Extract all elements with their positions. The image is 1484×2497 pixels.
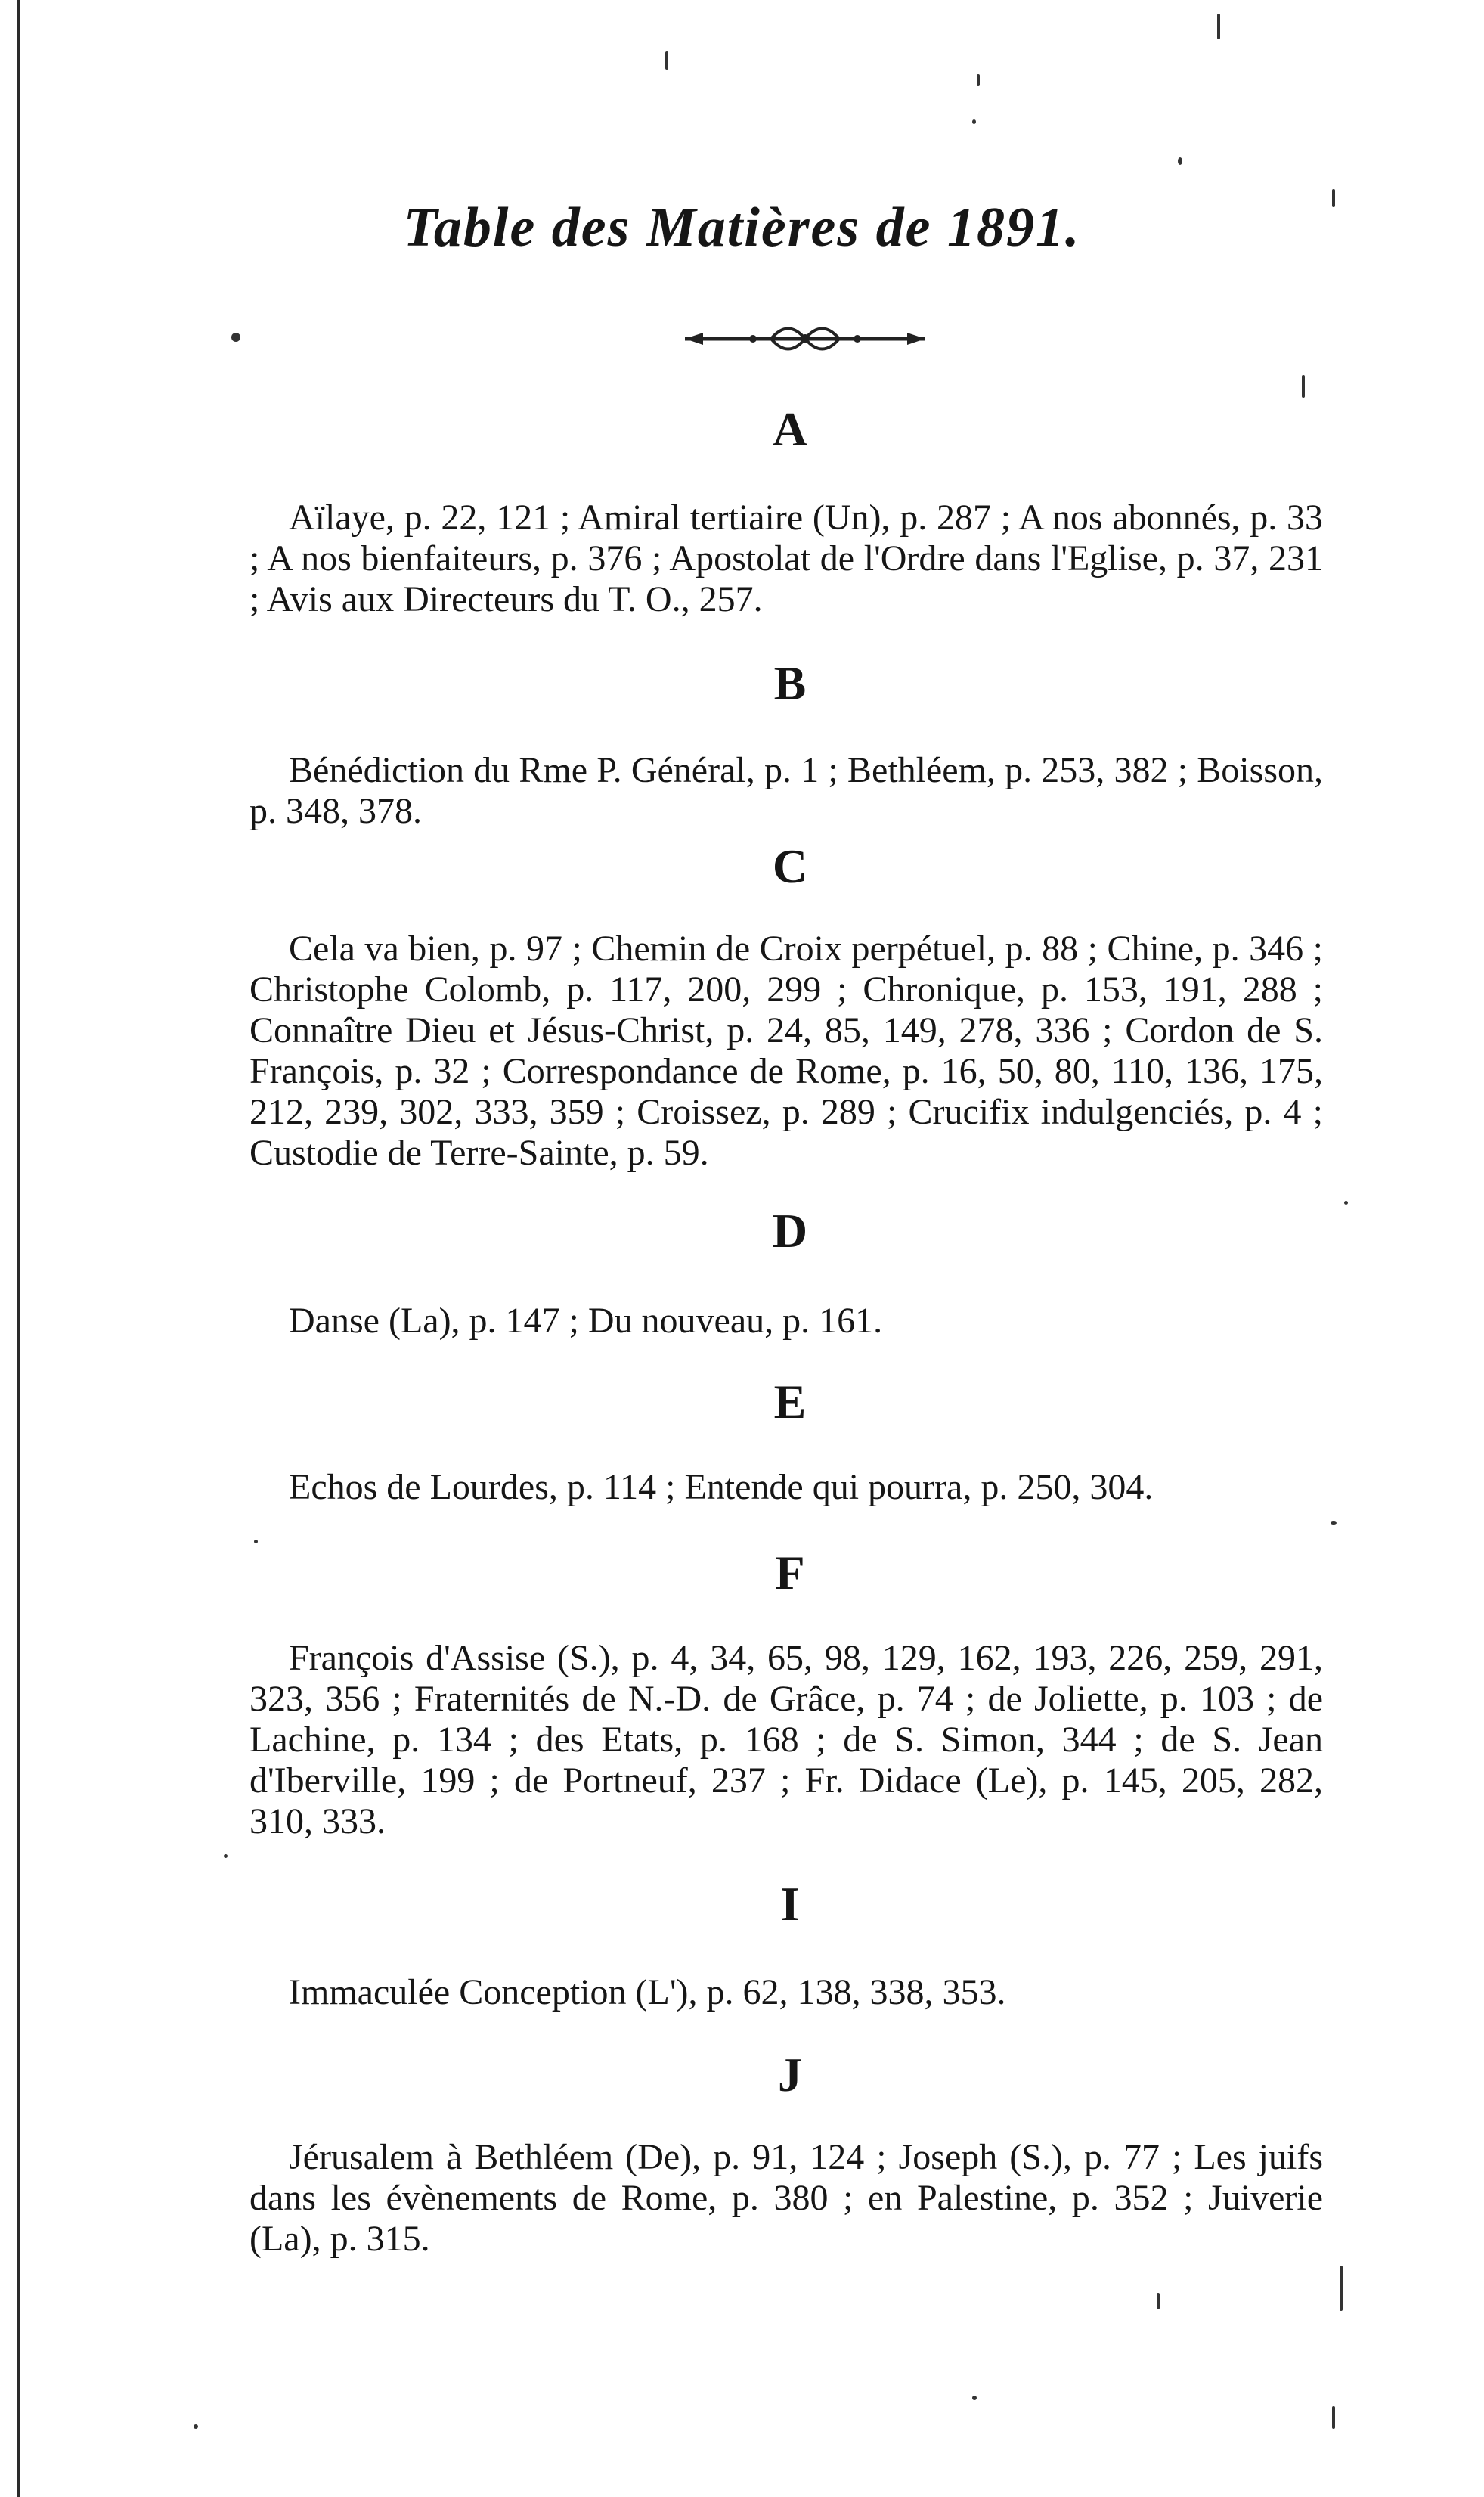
section-entry-f: François d'Assise (S.), p. 4, 34, 65, 98, 129, 162, 193, 226, 259, 291, 323, 356 ; Fraternités de N.-D. de Grâce, p. 74 ; de Joliette, p. 103 ; de Lachine, p. 134 ; des Etats, p. 168 ; de S. Simon, 344 ; de S. Jean d'Iberville, 199 ; de Portneuf, 237 ; Fr. Didace (Le), p. 145, 205, 282, 310, 333. bbox=[249, 1638, 1323, 1841]
scan-speck bbox=[977, 74, 980, 86]
section-entry-b: Bénédiction du Rme P. Général, p. 1 ; Bethléem, p. 253, 382 ; Boisson, p. 348, 378. bbox=[249, 750, 1323, 831]
scan-speck bbox=[972, 119, 976, 124]
section-entry-j: Jérusalem à Bethléem (De), p. 91, 124 ; Joseph (S.), p. 77 ; Les juifs dans les évènements de Rome, p. 380 ; en Palestine, p. 352 ; Juiverie (La), p. 315. bbox=[249, 2137, 1323, 2259]
scan-speck bbox=[1178, 157, 1182, 165]
title-ornament-icon bbox=[680, 324, 930, 354]
section-letter-b: B bbox=[773, 656, 807, 710]
scan-speck bbox=[254, 1540, 258, 1543]
scan-speck bbox=[665, 51, 668, 70]
section-letter-i: I bbox=[780, 1877, 800, 1931]
scan-speck bbox=[1340, 2266, 1343, 2311]
scan-speck bbox=[224, 1854, 228, 1858]
scan-speck bbox=[231, 333, 240, 342]
section-letter-e: E bbox=[773, 1375, 807, 1428]
scan-speck bbox=[1344, 1201, 1348, 1205]
scan-speck bbox=[1302, 375, 1305, 398]
scan-speck bbox=[194, 2424, 198, 2429]
scan-speck bbox=[1331, 1521, 1337, 1525]
scan-speck bbox=[1332, 2406, 1335, 2429]
scan-speck bbox=[1157, 2293, 1160, 2309]
scan-speck bbox=[972, 2396, 977, 2400]
section-entry-a: Aïlaye, p. 22, 121 ; Amiral tertiaire (Un), p. 287 ; A nos abonnés, p. 33 ; A nos bienfaiteurs, p. 376 ; Apostolat de l'Ordre dans l'Eglise, p. 37, 231 ; Avis aux Directeurs du T. O., 257. bbox=[249, 498, 1323, 619]
section-entry-e: Echos de Lourdes, p. 114 ; Entende qui pourra, p. 250, 304. bbox=[289, 1467, 1154, 1507]
scan-speck bbox=[1217, 14, 1220, 39]
section-letter-d: D bbox=[772, 1204, 808, 1258]
section-entry-d: Danse (La), p. 147 ; Du nouveau, p. 161. bbox=[289, 1301, 883, 1341]
section-letter-a: A bbox=[772, 402, 808, 456]
section-entry-i: Immaculée Conception (L'), p. 62, 138, 338, 353. bbox=[289, 1972, 1006, 2012]
section-letter-c: C bbox=[772, 839, 808, 893]
section-letter-f: F bbox=[775, 1546, 805, 1599]
section-entry-c: Cela va bien, p. 97 ; Chemin de Croix perpétuel, p. 88 ; Chine, p. 346 ; Christophe Colomb, p. 117, 200, 299 ; Chronique, p. 153, 191, 288 ; Connaître Dieu et Jésus-Christ, p. 24, 85, 149, 278, 336 ; Cordon de S. François, p. 32 ; Correspondance de Rome, p. 16, 50, 80, 110, 136, 175, 212, 239, 302, 333, 359 ; Croissez, p. 289 ; Crucifix indulgenciés, p. 4 ; Custodie de Terre-Sainte, p. 59. bbox=[249, 929, 1323, 1173]
scan-speck bbox=[1332, 189, 1335, 207]
page-title: Table des Matières de 1891. bbox=[403, 197, 1081, 259]
section-letter-j: J bbox=[778, 2048, 802, 2102]
